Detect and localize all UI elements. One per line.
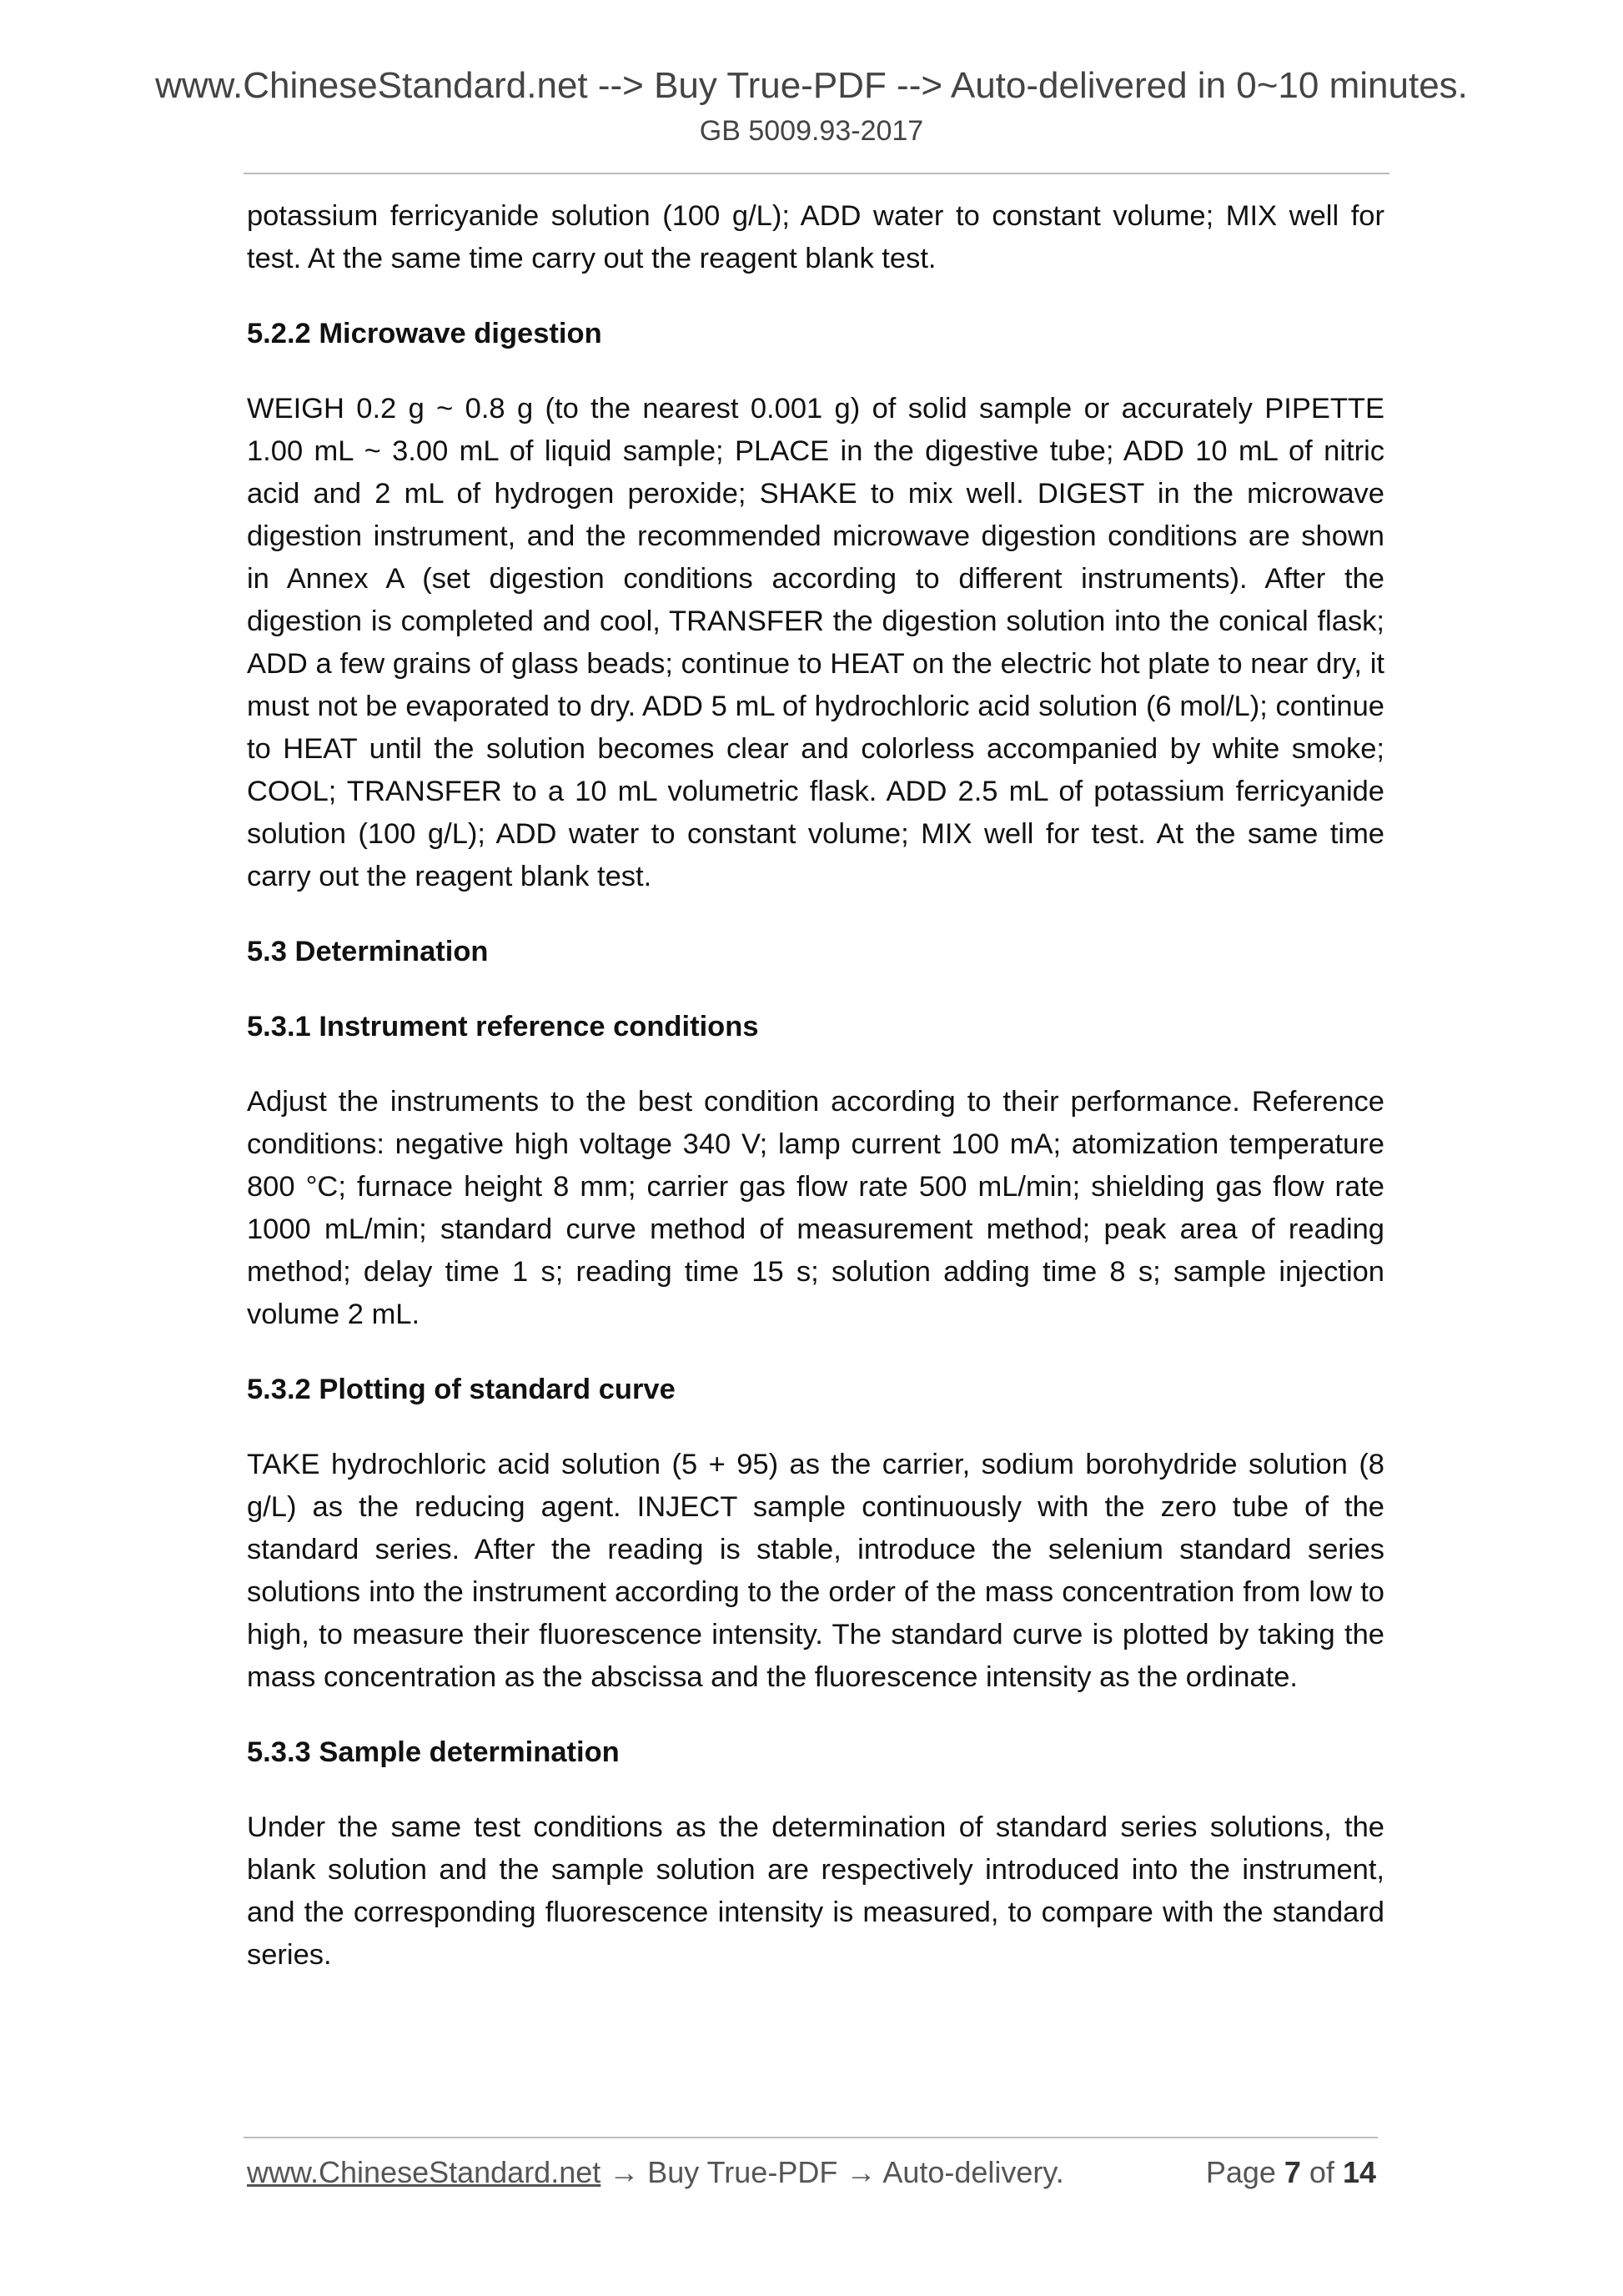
page-header bbox=[0, 63, 1623, 148]
heading-5-2-2: 5.2.2 Microwave digestion bbox=[247, 318, 602, 349]
header-banner[interactable]: www.ChineseStandard.net --> Buy True-PDF --> Auto-delivered in 0~10 minutes. bbox=[155, 65, 1468, 106]
paragraph-5-2-2: WEIGH 0.2 g ~ 0.8 g (to the nearest 0.001 g) of solid sample or accurately PIPETTE 1.00 mL ~ 3.00 mL of liquid sample; PLACE in the digestive tube; ADD 10 mL of nitric acid and 2 mL of hydrogen peroxide; SHAKE to mix well. DIGEST in the microwave digestion instrument, and the recommended microwave digestion conditions are shown in Annex A (set digestion conditions according to different instruments). After the digestion is completed and cool, TRANSFER the digestion solution into the conical flask; ADD a few grains of glass beads; continue to HEAT on the electric hot plate to near dry, it must not be evaporated to dry. ADD 5 mL of hydrochloric acid solution (6 mol/L); continue to HEAT until the solution becomes clear and colorless accompanied by white smoke; COOL; TRANSFER to a 10 mL volumetric flask. ADD 2.5 mL of potassium ferricyanide solution (100 g/L); ADD water to constant volume; MIX well for test. At the same time carry out the reagent blank test. bbox=[247, 393, 1384, 892]
heading-5-3: 5.3 Determination bbox=[247, 936, 489, 967]
page-footer bbox=[247, 2153, 1376, 2192]
heading-5-3-3: 5.3.3 Sample determination bbox=[247, 1736, 620, 1768]
footer-text: → Buy True-PDF → Auto-delivery. bbox=[600, 2155, 1064, 2189]
standard-code: GB 5009.93-2017 bbox=[699, 115, 924, 147]
page-total: 14 bbox=[1342, 2155, 1376, 2189]
heading-5-3-2: 5.3.2 Plotting of standard curve bbox=[247, 1374, 676, 1405]
paragraph-5-3-2: TAKE hydrochloric acid solution (5 + 95) as the carrier, sodium borohydride solution (8 g/L) as the reducing agent. INJECT sample continuously with the zero tube of the standard series. After the reading is stable, introduce the selenium standard series solutions into the instrument according to the order of the mass concentration from low to high, to measure their fluorescence intensity. The standard curve is plotted by taking the mass concentration as the abscissa and the fluorescence intensity as the ordinate. bbox=[247, 1449, 1384, 1693]
of-label: of bbox=[1300, 2155, 1343, 2189]
footer-divider bbox=[244, 2137, 1378, 2138]
paragraph-continued: potassium ferricyanide solution (100 g/L); ADD water to constant volume; MIX well for test. At the same time carry out the reagent blank test. bbox=[247, 200, 1384, 274]
paragraph-5-3-3: Under the same test conditions as the determination of standard series solutions, the blank solution and the sample solution are respectively introduced into the instrument, and the corresponding fluorescence intensity is measured, to compare with the standard series. bbox=[247, 1811, 1384, 1971]
page-label: Page bbox=[1205, 2155, 1284, 2189]
page-number: 7 bbox=[1284, 2155, 1301, 2189]
footer-link[interactable]: www.ChineseStandard.net bbox=[247, 2155, 601, 2189]
document-body bbox=[247, 195, 1384, 2009]
paragraph-5-3-1: Adjust the instruments to the best condition according to their performance. Reference conditions: negative high voltage 340 V; lamp current 100 mA; atomization temperature 800 °C; furnace height 8 mm; carrier gas flow rate 500 mL/min; shielding gas flow rate 1000 mL/min; standard curve method of measurement method; peak area of reading method; delay time 1 s; reading time 15 s; solution adding time 8 s; sample injection volume 2 mL. bbox=[247, 1086, 1384, 1330]
heading-5-3-1: 5.3.1 Instrument reference conditions bbox=[247, 1011, 759, 1042]
page-indicator bbox=[1206, 2153, 1376, 2192]
header-divider bbox=[244, 173, 1389, 174]
